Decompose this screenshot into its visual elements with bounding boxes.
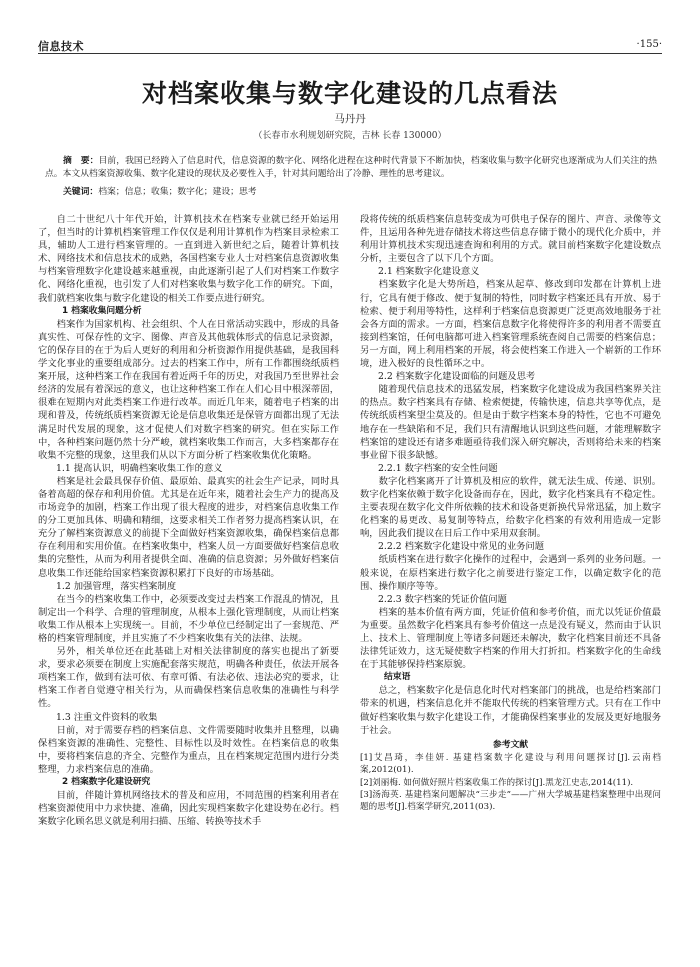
reference-entry: [2]刘丽梅. 如何做好照片档案收集工作的探讨[J].黑龙江史志,2014(11).	[360, 777, 634, 788]
keywords-label: 关键词：	[63, 187, 99, 197]
paragraph: 自二十世纪八十年代开始，计算机技术在档案专业就已经开始运用了，但当时的计算机档案管理工作仅仅是利用计算机作为档案目录检索工具，辅助人工进行档案管理的。一直到进入新世纪之后，随着计算机技术、网络技术和信息技术的成熟，各国档案专业人士对档案信息资源收集与档案管理数字化建设越来越重视，由此逐渐引起了人们对档案工作数字化、网络化重视，也引发了人们对档案收集与数字化工作的研究。下面，我们就档案收集与数字化建设的相关工作要点进行研究。	[38, 214, 339, 304]
paragraph: 档案作为国家机构、社会组织、个人在日常活动实践中，形成的具备真实性、可保存性的文字、图像、声音及其他载体形式的信息记录资源，它的保存目的在于为后人更好的利用和分析资源作用提供基础，是我国科学文化事业的重要组成部分。过去的档案工作中，所有工作都围绕纸质档案开展，这种档案工作在我国有着近两千年的历史，对我国乃至世界社会经济的发展有着深远的意义，也让这种档案工作在人们心目中根深蒂固，很难在短期内对此类档案工作进行改革。而近几年来，随着电子档案的出现和普及，传统纸质档案资源无论是信息收集还是保管方面都出现了无法满足时代发展的现象，这才促使人们对数字档案的研究。但在实际工作中，各种档案问题仍然十分严峻，就档案收集工作而言，大多档案都存在收集不完整的现象，这里我们从以下方面分析了档案收集优化策略。	[38, 318, 339, 461]
subsection-heading: 1.2 加强管理，落实档案制度	[56, 580, 177, 592]
section-label: 信息技术	[38, 40, 84, 53]
paper-title: 对档案收集与数字化建设的几点看法	[141, 79, 558, 108]
header-rule	[38, 53, 662, 54]
subsubsection-heading: 2.2.1 数字档案的安全性问题	[378, 462, 498, 474]
reference-entry: [3]汤海英. 基建档案问题解决“三步走”——广州大学城基建档案整理中出现问题的思考[J].档案学研究,2011(03).	[360, 790, 661, 813]
paragraph: 总之，档案数字化是信息化时代对档案部门的挑战，也是给档案部门带来的机遇，档案信息化并不能取代传统的档案管理方式。只有在工作中做好档案收集与数字化建设工作，才能确保档案事业的发展及更好地服务于社会。	[360, 685, 661, 736]
subsubsection-heading: 2.2.2 档案数字化建设中常见的业务问题	[378, 541, 545, 553]
paragraph: 数字化档案离开了计算机及相应的软件，就无法生成、传递、识别。数字化档案依赖于数字化设备而存在，因此，数字化档案具有不稳定性。主要表现在数字化文件所依赖的技术和设备更新换代异常迅猛，加上数字化档案的易更改、易复制等特点，给数字化档案的有效利用造成一定影响，因此我们提议在日后工作中采用双套制。	[360, 475, 661, 540]
subsubsection-heading: 2.2.3 数字档案的凭证价值问题	[378, 593, 507, 605]
paragraph: 目前，伴随计算机网络技术的普及和应用，不同范围的档案利用者在档案资源使用中力求快捷、准确，因此实现档案数字化建设势在必行。档案数字化顾名思义就是利用扫描、压缩、转换等技术手	[38, 790, 339, 828]
section-heading: 1 档案收集问题分析	[62, 305, 142, 316]
subsection-heading: 1.1 提高认识，明确档案收集工作的意义	[56, 462, 223, 474]
section-heading: 结束语	[384, 672, 411, 683]
abstract-text: 目前，我国已经跨入了信息时代，信息资源的数字化、网络化进程在这种时代背景下不断加快，档案收集与数字化研究也逐渐成为人们关注的热点。本文从档案资源收集、数字化建设的现状及必要性入手，针对其问题给出了冷静、理性的思考建议。	[45, 156, 657, 179]
keywords-text: 档案；信息；收集；数字化；建设；思考	[98, 187, 257, 197]
paragraph: 随着现代信息技术的迅猛发展，档案数字化建设成为我国档案界关注的热点。数字档案具有存储、检索便捷，传输快速，信息共享等优点，是传统纸质档案望尘莫及的。但是由于数字档案本身的特性，它也不可避免地存在一些缺陷和不足，我们只有清醒地认识到这些问题，才能理解数字档案馆的建设还有诸多难题亟待我们深入研究解决，否则将给未来的档案事业留下很多缺憾。	[360, 384, 661, 461]
paragraph: 档案的基本价值有两方面，凭证价值和参考价值，而尤以凭证价值最为重要。虽然数字化档案具有参考价值这一点是没有疑义，然而由于认识上、技术上、管理制度上等诸多问题还未解决，数字化档案目前还不具备法律凭证效力，这无疑使数字档案的作用大打折扣。档案数字化的生命线在于其能够保持档案原貌。	[360, 606, 661, 671]
abstract	[45, 155, 657, 181]
author-name: 马丹丹	[334, 113, 366, 125]
reference-entry: [1]艾昌琦，李佳妍. 基建档案数字化建设与利用问题探讨[J].云南档案,2012(01).	[360, 752, 661, 776]
body-column-left	[38, 213, 339, 958]
paragraph: 档案是社会最具保存价值、最原始、最真实的社会生产记录，同时具备着高超的保存和利用价值。尤其是在近年来，随着社会生产力的提高及市场竞争的加剧，档案工作出现了很大程度的进步，对档案信息收集工作的分工更加具体、明确和精细，这要求相关工作者努力提高档案认识，在充分了解档案资源意义的前提下全面做好档案资源收集，确保档案信息都存在利用和实用价值。在档案收集中，档案人员一方面要做好档案信息收集的完整性，从而为利用者提供全面、准确的信息资源；另外做好档案信息收集工作还能给国家档案资源积累打下良好的市场基础。	[38, 475, 339, 579]
paragraph: 段将传统的纸质档案信息转变成为可供电子保存的图片、声音、录像等文件，且运用各种先进存储技术将这些信息存储于微小的现代化介质中，并利用计算机技术实现迅速查询和利用的方式。就目前档案数字化建设数点分析，主要包含了以下几个方面。	[360, 214, 661, 265]
section-heading: 2 档案数字化建设研究	[62, 777, 151, 788]
subsection-heading: 1.3 注重文件资料的收集	[56, 711, 158, 723]
paragraph: 另外，相关单位还在此基础上对相关法律制度的落实也提出了新要求，要求必须要在制度上实施配套落实规范，明确各种责任，依法开展各项档案工作，做到有法可依、有章可循、有法必依、违法必究的要求，让档案工作者自觉遵守相关行为，从而确保档案信息收集的准确性与科学性。	[38, 646, 339, 710]
page-number: ·155·	[636, 39, 662, 50]
author-affiliation: （长春市水利规划研究院，吉林 长春 130000）	[253, 131, 447, 141]
paragraph: 纸质档案在进行数字化操作的过程中，会遇到一系列的业务问题。一般来说，在原档案进行数字化之前要进行鉴定工作，以确定数字化的范围、操作顺序等等。	[360, 554, 661, 592]
paragraph: 档案数字化是大势所趋，档案从起草、修改到印发都在计算机上进行，它具有便于修改、便于复制的特性，同时数字档案还具有开放、易于检索、便于利用等特性，这样利于档案信息资源更广泛更高效地服务于社会各方面的需求。一方面，档案信息数字化将使得许多的利用者不需要直接到档案馆，任何电脑都可进入档案管理系统查阅自己需要的档案信息；另一方面，网上利用档案的开展，将会使档案工作进入一个崭新的工作环境，进入极好的良性循环之中。	[360, 279, 661, 370]
running-header	[38, 34, 662, 54]
references-heading: 参考文献	[492, 739, 529, 750]
abstract-label: 摘 要：	[63, 156, 99, 166]
keywords	[63, 184, 653, 197]
paragraph: 日前，对于需要存档的档案信息、文件需要随时收集并且整理，以确保档案资源的准确性、完整性、目标性以及时效性。在档案信息的收集中，要将档案信息的齐全、完整作为重点，且在档案规定范围内进行分类整理，力求档案信息的准确。	[38, 724, 339, 775]
paragraph: 在当今的档案收集工作中，必须要改变过去档案工作混乱的情况，且制定出一个科学、合理的管理制度，从根本上强化管理制度，从而让档案收集工作从根本上实现统一。目前，不少单位已经制定出了一套规范、严格的档案管理制度，并且实施了不少档案收集有关的法律、法规。	[38, 593, 339, 644]
subsection-heading: 2.1 档案数字化建设意义	[378, 266, 480, 278]
subsection-heading: 2.2 档案数字化建设面临的问题及思考	[378, 371, 536, 383]
body-column-right	[360, 213, 661, 958]
